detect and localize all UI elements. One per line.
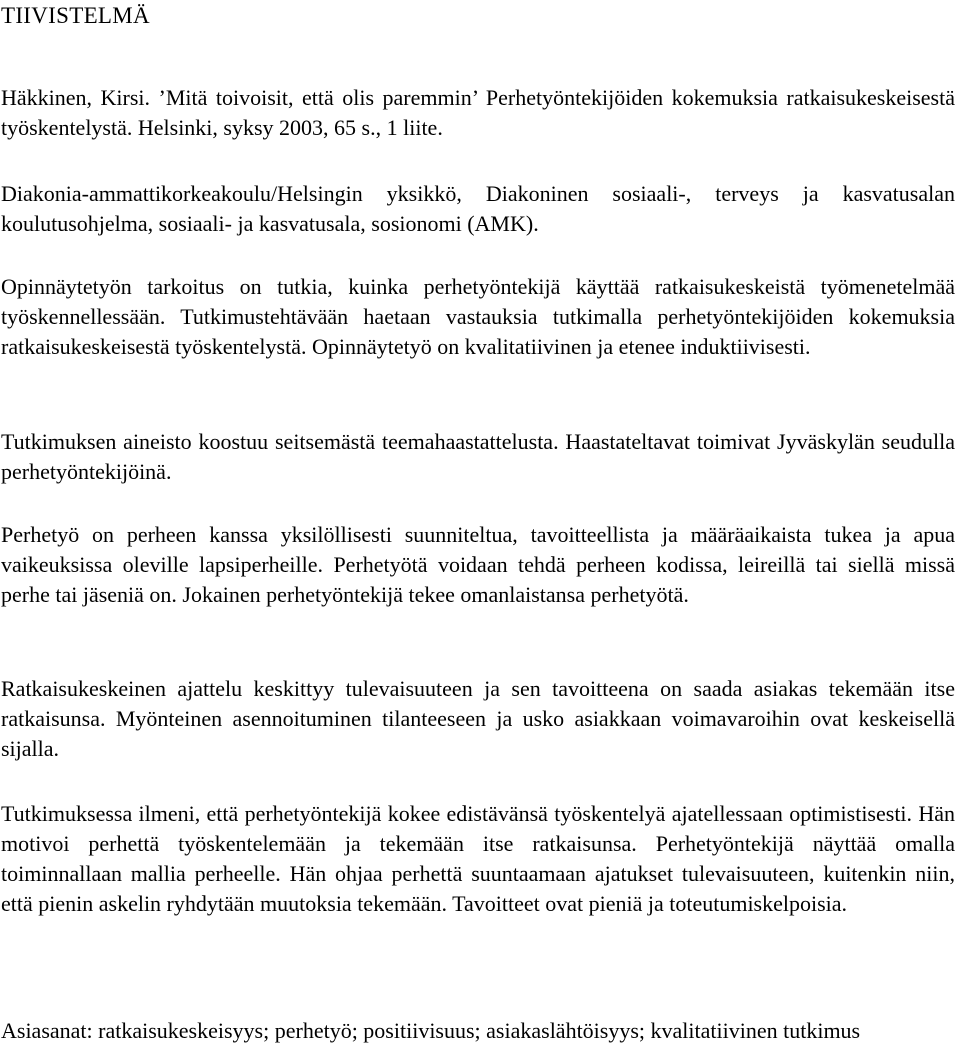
material-paragraph: Tutkimuksen aineisto koostuu seitsemästä teemahaastattelusta. Haastateltavat toimivat Jyväskylän seudulla perhetyöntekijöinä. <box>1 429 955 484</box>
purpose-paragraph: Opinnäytetyön tarkoitus on tutkia, kuinka perhetyöntekijä käyttää ratkaisukeskeistä työmenetelmää työskennellessään. Tutkimustehtävään haetaan vastauksia tutkimalla perhetyöntekijöiden kokemuksia ratkaisukeskeisestä työskentelystä. Opinnäytetyö on kvalitatiivinen ja etenee induktiivisesti. <box>1 274 955 359</box>
institution-info: Diakonia-ammattikorkeakoulu/Helsingin yksikkö, Diakoninen sosiaali-, terveys ja kasvatusalan koulutusohjelma, sosiaali- ja kasvatusala, sosionomi (AMK). <box>1 181 955 236</box>
bibliographic-info: Häkkinen, Kirsi. ’Mitä toivoisit, että olis paremmin’ Perhetyöntekijöiden kokemuksia ratkaisukeskeisestä työskentelystä. Helsinki, syksy 2003, 65 s., 1 liite. <box>1 85 955 140</box>
results-paragraph: Tutkimuksessa ilmeni, että perhetyöntekijä kokee edistävänsä työskentelyä ajatellessaan optimistisesti. Hän motivoi perhettä työskentelemään ja tekemään itse ratkaisunsa. Perhetyöntekijä näyttää omalla toiminnallaan mallia perheelle. Hän ohjaa perhettä suuntaamaan ajatukset tulevaisuuteen, kuitenkin niin, että pienin askelin ryhdytään muutoksia tekemään. Tavoitteet ovat pieniä ja toteutumiskelpoisia. <box>1 801 955 916</box>
family-work-paragraph: Perhetyö on perheen kanssa yksilöllisesti suunniteltua, tavoitteellista ja määräaikaista tukea ja apua vaikeuksissa oleville lapsiperheille. Perhetyötä voidaan tehdä perheen kodissa, leireillä tai siellä missä perhe tai jäseniä on. Jokainen perhetyöntekijä tekee omanlaistansa perhetyötä. <box>1 522 955 607</box>
solution-focused-paragraph: Ratkaisukeskeinen ajattelu keskittyy tulevaisuuteen ja sen tavoitteena on saada asiakas tekemään itse ratkaisunsa. Myönteinen asennoituminen tilanteeseen ja usko asiakkaan voimavaroihin ovat keskeisellä sijalla. <box>1 676 955 761</box>
keywords-paragraph: Asiasanat: ratkaisukeskeisyys; perhetyö; positiivisuus; asiakaslähtöisyys; kvalitatiivinen tutkimus <box>1 1018 861 1043</box>
document-title: TIIVISTELMÄ <box>1 3 150 28</box>
